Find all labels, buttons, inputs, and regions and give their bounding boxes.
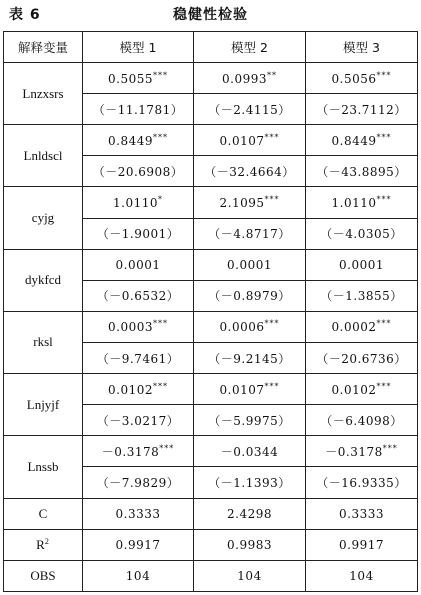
stat-label-text: R — [36, 536, 45, 552]
t-stat-cell: （－6.4098） — [306, 405, 418, 436]
table-number: 表 6 — [9, 7, 41, 23]
stat-label — [4, 498, 83, 529]
stat-label-text: C — [38, 505, 48, 521]
variable-name: dykfcd — [4, 249, 83, 311]
coefficient-value: 1.0110 — [113, 195, 158, 210]
variable-name: Lnssb — [4, 436, 83, 498]
coefficient-cell — [194, 311, 306, 342]
t-stat-cell: （－4.8717） — [194, 218, 306, 249]
t-stat-cell: （－11.1781） — [83, 94, 194, 125]
coef-row — [4, 436, 418, 467]
variable-name: rksl — [4, 311, 83, 373]
coefficient-cell — [306, 249, 418, 280]
t-stat-cell: （－23.7112） — [306, 94, 418, 125]
coef-row — [4, 63, 418, 94]
coefficient-cell — [194, 249, 306, 280]
header-cell: 模型 3 — [306, 32, 418, 63]
coefficient-value: 0.0107 — [219, 382, 265, 397]
stat-value: 0.9983 — [194, 529, 306, 560]
coef-row — [4, 374, 418, 405]
significance-stars: *** — [264, 194, 280, 204]
t-stat-cell: （－9.7461） — [83, 342, 194, 373]
t-stat-cell: （－43.8895） — [306, 156, 418, 187]
coefficient-value: －0.3178 — [325, 444, 383, 459]
variable-name: Lnzxsrs — [4, 63, 83, 125]
stat-value: 2.4298 — [194, 498, 306, 529]
significance-stars: *** — [264, 319, 280, 329]
stat-label-superscript: 2 — [44, 536, 50, 546]
coefficient-value: －0.0344 — [220, 444, 279, 459]
variable-name: cyjg — [4, 187, 83, 249]
stat-label-text: OBS — [30, 567, 56, 583]
coefficient-cell — [194, 125, 306, 156]
significance-stars: *** — [376, 132, 392, 142]
stat-value: 0.9917 — [83, 529, 194, 560]
significance-stars: *** — [376, 319, 392, 329]
stat-value: 104 — [194, 560, 306, 591]
stat-value: 104 — [83, 560, 194, 591]
coefficient-value: 0.0102 — [331, 382, 377, 397]
coefficient-cell — [83, 249, 194, 280]
significance-stars: * — [158, 194, 163, 204]
table-caption — [0, 0, 421, 28]
significance-stars: *** — [153, 319, 168, 329]
stat-value: 104 — [306, 560, 418, 591]
variable-name: Lnjyjf — [4, 374, 83, 436]
coef-row — [4, 249, 418, 280]
coefficient-value: 0.0002 — [331, 320, 377, 335]
coefficient-value: 0.5055 — [108, 71, 153, 86]
coefficient-value: 0.0993 — [222, 71, 267, 86]
header-cell: 模型 2 — [194, 32, 306, 63]
significance-stars: *** — [153, 70, 168, 80]
coefficient-cell — [306, 311, 418, 342]
coefficient-value: 0.0102 — [108, 382, 153, 397]
t-stat-cell: （－20.6908） — [83, 156, 194, 187]
coefficient-value: 0.0107 — [219, 133, 265, 148]
coefficient-cell — [306, 187, 418, 218]
significance-stars: *** — [153, 381, 168, 391]
significance-stars: *** — [264, 381, 280, 391]
significance-stars: *** — [153, 132, 168, 142]
robustness-table — [3, 31, 418, 592]
t-stat-cell: （－0.8979） — [194, 280, 306, 311]
coefficient-cell — [194, 374, 306, 405]
stat-row — [4, 529, 418, 560]
coefficient-value: 0.8449 — [108, 133, 153, 148]
t-stat-cell: （－5.9975） — [194, 405, 306, 436]
coef-row — [4, 125, 418, 156]
coefficient-cell — [83, 63, 194, 94]
significance-stars: *** — [159, 443, 175, 453]
coef-row — [4, 311, 418, 342]
coefficient-cell — [83, 187, 194, 218]
t-stat-cell: （－2.4115） — [194, 94, 306, 125]
coefficient-value: 0.5056 — [331, 71, 377, 86]
coefficient-cell — [194, 63, 306, 94]
t-stat-cell: （－16.9335） — [306, 467, 418, 498]
significance-stars: *** — [376, 194, 392, 204]
t-stat-cell: （－1.9001） — [83, 218, 194, 249]
coefficient-value: －0.3178 — [101, 444, 160, 459]
t-stat-cell: （－3.0217） — [83, 405, 194, 436]
t-stat-cell: （－1.1393） — [194, 467, 306, 498]
coefficient-value: 0.0001 — [227, 258, 272, 273]
coefficient-cell — [306, 374, 418, 405]
t-stat-cell: （－32.4664） — [194, 156, 306, 187]
t-stat-cell: （－4.0305） — [306, 218, 418, 249]
coefficient-cell — [194, 436, 306, 467]
coefficient-cell — [83, 311, 194, 342]
t-stat-cell: （－7.9829） — [83, 467, 194, 498]
coefficient-cell — [83, 436, 194, 467]
coefficient-value: 0.8449 — [331, 133, 377, 148]
table-title: 稳健性检验 — [173, 7, 248, 23]
t-stat-cell: （－9.2145） — [194, 342, 306, 373]
coefficient-value: 1.0110 — [331, 195, 377, 210]
coefficient-cell — [306, 125, 418, 156]
coefficient-cell — [306, 63, 418, 94]
t-stat-cell: （－0.6532） — [83, 280, 194, 311]
coef-row — [4, 187, 418, 218]
significance-stars: *** — [376, 381, 392, 391]
coefficient-value: 2.1095 — [219, 195, 265, 210]
stat-value: 0.9917 — [306, 529, 418, 560]
stat-value: 0.3333 — [83, 498, 194, 529]
t-stat-cell: （－1.3855） — [306, 280, 418, 311]
stat-row — [4, 498, 418, 529]
significance-stars: *** — [376, 70, 392, 80]
stat-label — [4, 560, 83, 591]
significance-stars: *** — [382, 443, 398, 453]
coefficient-value: 0.0001 — [115, 258, 161, 273]
coefficient-cell — [83, 125, 194, 156]
coefficient-value: 0.0003 — [108, 320, 153, 335]
coefficient-cell — [194, 187, 306, 218]
stat-value: 0.3333 — [306, 498, 418, 529]
coefficient-value: 0.0006 — [219, 320, 265, 335]
variable-name: Lnldscl — [4, 125, 83, 187]
significance-stars: *** — [264, 132, 280, 142]
coefficient-cell — [83, 374, 194, 405]
t-stat-cell: （－20.6736） — [306, 342, 418, 373]
stat-label — [4, 529, 83, 560]
stat-row — [4, 560, 418, 591]
significance-stars: ** — [267, 70, 277, 80]
coefficient-value: 0.0001 — [339, 258, 384, 273]
header-row — [4, 32, 418, 63]
header-cell: 模型 1 — [83, 32, 194, 63]
header-cell: 解释变量 — [4, 32, 83, 63]
coefficient-cell — [306, 436, 418, 467]
